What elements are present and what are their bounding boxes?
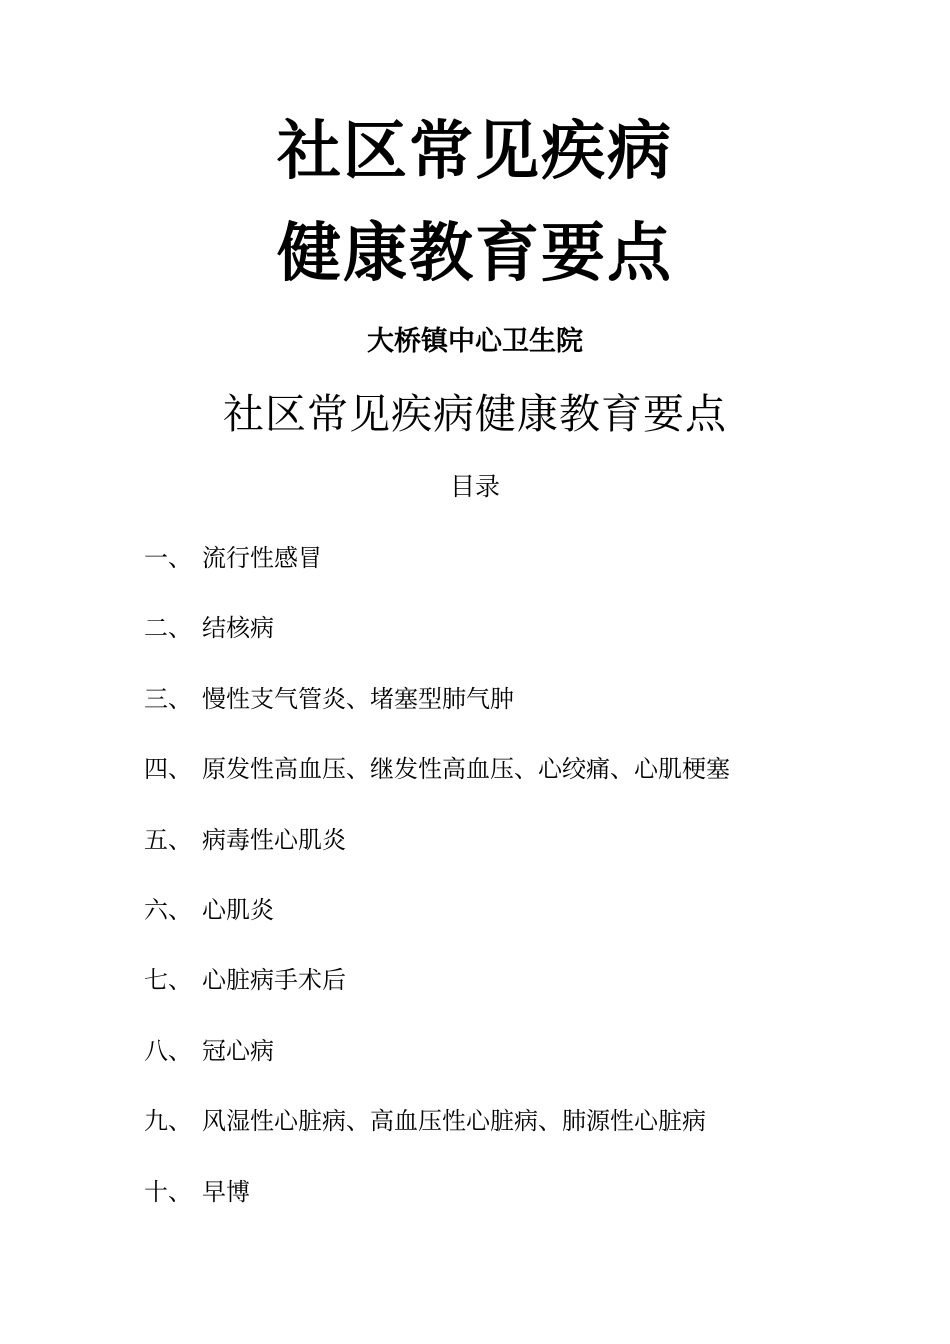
table-of-contents [144, 544, 864, 1248]
toc-item-label: 流行性感冒 [202, 544, 322, 572]
subtitle: 社区常见疾病健康教育要点 [223, 390, 727, 438]
institution-name: 大桥镇中心卫生院 [367, 326, 583, 357]
toc-item [144, 826, 864, 896]
toc-item [144, 1178, 864, 1248]
toc-item [144, 755, 864, 825]
toc-item-label: 病毒性心肌炎 [202, 825, 346, 854]
main-title-line-1: 社区常见疾病 [277, 115, 673, 189]
toc-item [144, 544, 864, 614]
toc-item-label: 慢性支气管炎、堵塞型肺气肿 [202, 684, 514, 713]
main-title-line-2: 健康教育要点 [277, 217, 673, 291]
toc-item-label: 冠心病 [202, 1036, 274, 1065]
toc-item-label: 风湿性心脏病、高血压性心脏病、肺源性心脏病 [202, 1107, 706, 1136]
toc-item-number: 十、 [144, 1177, 192, 1206]
toc-item-label: 原发性高血压、继发性高血压、心绞痛、心肌梗塞 [202, 755, 730, 784]
toc-item-number: 四、 [144, 755, 192, 784]
toc-item [144, 614, 864, 684]
toc-item-label: 早博 [202, 1177, 250, 1206]
toc-item-number: 七、 [144, 966, 192, 995]
toc-item-number: 九、 [144, 1107, 192, 1136]
toc-item [144, 685, 864, 755]
toc-item-number: 二、 [144, 614, 192, 643]
toc-item [144, 1037, 864, 1107]
toc-item-label: 结核病 [202, 614, 274, 643]
toc-item [144, 896, 864, 966]
toc-heading: 目录 [449, 472, 500, 501]
toc-item [144, 1107, 864, 1177]
toc-item-number: 八、 [144, 1036, 192, 1065]
toc-item-number: 三、 [144, 684, 192, 713]
toc-item-label: 心肌炎 [202, 895, 274, 924]
toc-item-number: 五、 [144, 825, 192, 854]
toc-item-label: 心脏病手术后 [202, 966, 346, 995]
toc-item [144, 966, 864, 1036]
toc-item-number: 六、 [144, 895, 192, 924]
toc-item-number: 一、 [144, 544, 192, 572]
